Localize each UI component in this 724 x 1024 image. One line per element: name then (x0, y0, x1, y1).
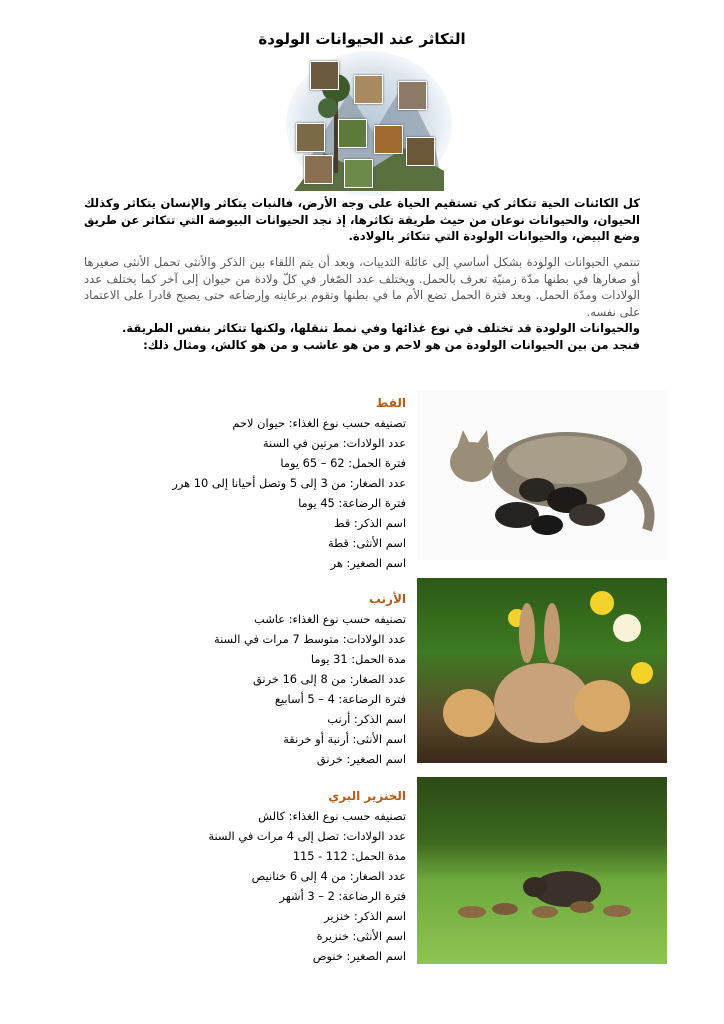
info-line: مدة الحمل: 112 - 115 (292, 849, 406, 863)
collage-tile (304, 155, 333, 184)
boar-photo (417, 777, 667, 964)
info-line: اسم الأنثى: قطة (327, 536, 406, 550)
intro-line: فنجد من بين الحيوانات الولودة من هو لاحم و من هو عاشب و من هو كالش، ومثال ذلك: (143, 337, 640, 352)
info-line: فترة الرضاعة: 4 – 5 أسابيع (274, 692, 406, 706)
info-line: اسم الذكر: قط (334, 516, 406, 530)
collage-tile (354, 75, 383, 104)
info-line: فترة الرضاعة: 2 – 3 أشهر (279, 889, 406, 903)
info-line: عدد الولادات: مرتين في السنة (262, 436, 406, 450)
info-line: اسم الذكر: أرنب (327, 712, 406, 726)
animal-name: القط (375, 396, 406, 410)
animal-collage-image (294, 53, 444, 191)
intro-paragraph-1: كل الكائنات الحية تتكاثر كي تستقيم الحياة على وجه الأرض، فالنبات يتكاثر والإنسان يتكاثر وكذلك الحيوان، والحيوانات نوعان من حيث طريقة تكاثرها، إذ نجد الحيوانات البيوضة التي تتكاثر عن طريق وضع البيض، والحيوانات الولودة التي تتكاثر بالولادة. (84, 196, 640, 243)
info-line: اسم الصغير: خرنق (316, 752, 406, 766)
info-line: تصنيفه حسب نوع الغذاء: كالش (258, 809, 406, 823)
info-line: عدد الصغار: من 4 إلى 6 خنانيص (251, 869, 406, 883)
intro-line: والحيوانات الولودة قد تختلف في نوع غذائها وفي نمط تنقلها، ولكنها تتكاثر بنفس الطريقة. (121, 321, 640, 335)
info-line: اسم الذكر: خنزير (324, 909, 406, 923)
info-line: اسم الأنثى: أرنبة أو خرنقة (283, 732, 406, 746)
cat-photo (417, 390, 667, 560)
animal-name: الأرنب (368, 592, 406, 606)
rabbit-info (156, 589, 406, 769)
intro-paragraph-3 (84, 320, 640, 353)
intro-paragraph-2: تنتمي الحيوانات الولودة بشكل أساسي إلى عائلة الثدييات، وبعد أن يتم اللقاء بين الذكر والأنثى تحمل الأنثى صغيرها أو صغارها في بطنها مدّة زمنيّة تعرف بالحمل. ويختلف عدد الصّغار في كلّ ولادة من حيوان إلى آخر كما يختلف عدد الولادات ومدّة الحمل. وبعد فترة الحمل تضع الأم ما في بطنها وتقوم برعايته وإرضاعه حتى يصبح قادرا على الاعتماد على نفسه. (84, 255, 640, 319)
info-line: عدد الصغار: من 8 إلى 16 خرنق (252, 672, 406, 686)
rabbit-photo (417, 578, 667, 763)
cat-info (156, 393, 406, 573)
boar-info (156, 786, 406, 966)
animal-name: الخنزير البري (328, 789, 406, 803)
info-line: تصنيفه حسب نوع الغذاء: حيوان لاحم (232, 416, 406, 430)
collage-tile (344, 159, 373, 188)
collage-tile (310, 61, 339, 90)
info-line: اسم الصغير: هر (330, 556, 406, 570)
info-line: عدد الولادات: متوسط 7 مرات في السنة (214, 632, 406, 646)
info-line: فترة الحمل: 62 – 65 يوما (280, 456, 406, 470)
info-line: تصنيفه حسب نوع الغذاء: عاشب (254, 612, 406, 626)
collage-tile (338, 119, 367, 148)
info-line: اسم الصغير: خنوص (312, 949, 406, 963)
page-title: التكاثر عند الحيوانات الولودة (258, 30, 466, 48)
info-line: اسم الأنثى: خنزيرة (316, 929, 406, 943)
info-line: مدة الحمل: 31 يوما (310, 652, 406, 666)
info-line: فترة الرضاعة: 45 يوما (298, 496, 406, 510)
collage-tile (296, 123, 325, 152)
info-line: عدد الولادات: تصل إلى 4 مرات في السنة (208, 829, 406, 843)
collage-tile (374, 125, 403, 154)
info-line: عدد الصغار: من 3 إلى 5 وتصل أحيانا إلى 10 هرر (172, 476, 406, 490)
collage-tile (406, 137, 435, 166)
collage-tile (398, 81, 427, 110)
